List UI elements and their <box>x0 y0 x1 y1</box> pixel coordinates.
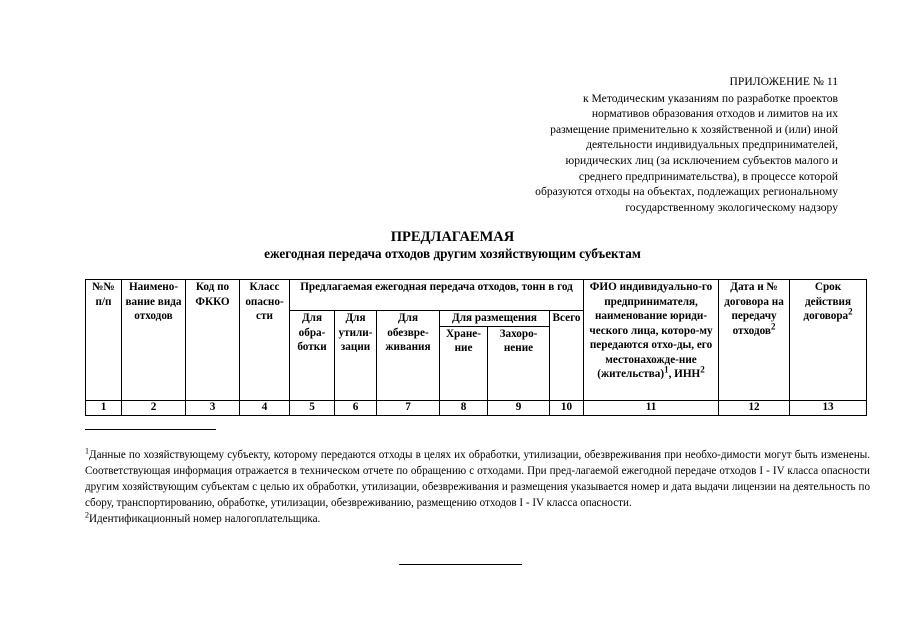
footnote-ref: 2 <box>700 364 705 375</box>
header-transfer-group: Предлагаемая ежегодная передача отходов, тонн в год <box>290 280 584 311</box>
header-contract-date <box>719 280 790 401</box>
page-subtitle: ежегодная передача отходов другим хозяйствующим субъектам <box>264 246 641 261</box>
appendix-line: образуются отходы на объектах, подлежащих региональному <box>535 185 838 199</box>
column-number: 8 <box>440 400 488 415</box>
signature-line <box>399 564 522 565</box>
header-contract-term-text: Срок действия договора <box>803 281 852 322</box>
header-burial: Захоро-нение <box>488 326 550 400</box>
footnote-mark: 1 <box>85 446 89 456</box>
appendix-line: деятельности индивидуальных предпринимателей, <box>586 138 838 152</box>
appendix-line: юридических лиц (за исключением субъектов малого и <box>565 153 838 167</box>
column-number: 3 <box>186 400 240 415</box>
footnote-2-text: Идентификационный номер налогоплательщика. <box>89 513 321 525</box>
footnote-separator <box>85 429 216 430</box>
column-number: 4 <box>240 400 290 415</box>
header-recipient <box>584 280 719 401</box>
header-processing: Для обра-ботки <box>290 311 335 401</box>
footnote-mark: 2 <box>85 510 89 520</box>
appendix-line: нормативов образования отходов и лимитов на их <box>591 107 838 121</box>
column-number: 13 <box>790 400 867 415</box>
footnote-ref: 2 <box>770 320 776 331</box>
column-number: 5 <box>290 400 335 415</box>
appendix-line: размещение применительно к хозяйственной и (или) иной <box>550 122 838 136</box>
header-contract-term <box>790 280 867 401</box>
appendix-title: ПРИЛОЖЕНИЕ № 11 <box>729 75 838 88</box>
header-utilization: Для утили-зации <box>335 311 377 401</box>
footnote-1-text: Данные по хозяйствующему субъекту, которому передаются отходы в целях их обработки, утилизации, обезвреживания при необхо-димости могут быть изменены. Соответствующая информация отражается в техническом отчете по обращению с отходами. При пред-лагаемой ежегодной передаче отходов I - IV класса опасности другим хозяйствующим субъектам с целью их обработки, утилизации, обезвреживания и размещения указывается номер и дата выдачи лицензии на деятельность по сбору, транспортированию, обработке, утилизации, обезвреживанию, размещению отходов I - IV класса опасности. <box>85 449 870 509</box>
appendix-header <box>470 74 838 215</box>
footnote-1 <box>85 447 870 511</box>
header-neutralization: Для обезвре-живания <box>377 311 440 401</box>
header-contract-date-text: Дата и № договора на передачу отходов <box>724 281 784 337</box>
column-number: 10 <box>550 400 584 415</box>
appendix-line: государственному экологическому надзору <box>625 200 838 214</box>
appendix-line: к Методическим указаниям по разработке проектов <box>582 91 838 105</box>
header-placement: Для размещения <box>440 311 550 327</box>
column-number: 9 <box>488 400 550 415</box>
column-number: 7 <box>377 400 440 415</box>
header-total: Всего <box>550 311 584 401</box>
page-title: ПРЕДЛАГАЕМАЯ <box>390 229 515 245</box>
header-fkko-code: Код по ФККО <box>186 280 240 401</box>
footnote-2 <box>85 511 870 527</box>
footnote-ref: 1 <box>664 364 669 375</box>
header-number: №№ п/п <box>86 280 122 401</box>
column-number: 6 <box>335 400 377 415</box>
column-number: 1 <box>86 400 122 415</box>
waste-transfer-table <box>85 279 867 416</box>
footnotes <box>85 447 870 527</box>
appendix-line: среднего предпринимательства), в процессе которой <box>578 169 838 183</box>
column-number: 2 <box>122 400 186 415</box>
header-storage: Хране-ние <box>440 326 488 400</box>
header-hazard-class: Класс опасно-сти <box>240 280 290 401</box>
column-number: 12 <box>719 400 790 415</box>
column-number: 11 <box>584 400 719 415</box>
header-recipient-inn: , ИНН <box>668 368 701 380</box>
footnote-ref: 2 <box>848 306 853 317</box>
header-waste-name: Наимено-вание вида отходов <box>122 280 186 401</box>
header-recipient-text: ФИО индивидуально-го предпринимателя, наименование юриди-ческого лица, которо-му передаются отхо-ды, его местонахожде-ние (жительства) <box>589 281 713 380</box>
